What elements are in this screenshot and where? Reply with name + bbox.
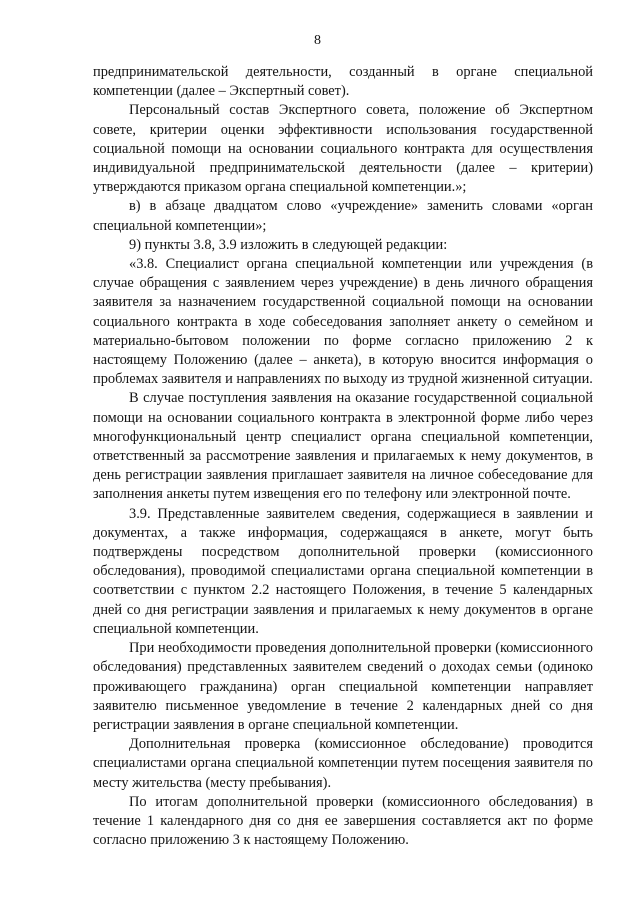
paragraph-electronic-application: В случае поступления заявления на оказание государственной социальной помощи на основании социального контракта в электронной форме либо через многофункциональный центр специалист органа специальной компетенции, ответственный за рассмотрение заявления и прилагаемых к нему документов, в день регистрации заявления приглашает заявителя на личное собеседование для заполнения анкеты путем извещения его по телефону или электронной почте. <box>93 390 593 503</box>
paragraph-clause-3-8: «3.8. Специалист органа специальной компетенции или учреждения (в случае обращения с заявлением через учреждение) в день личного обращения заявителя за назначением государственной социальной помощи на основании социального контракта в ходе собеседования заполняет анкету о семейном и материально-бытовом положении по форме согласно приложению 2 к настоящему Положению (далее – анкета), в которую вносится информация о проблемах заявителя и направлениях по выходу из трудной жизненной ситуации. <box>93 256 593 388</box>
paragraph-home-visit: Дополнительная проверка (комиссионное обследование) проводится специалистами органа специальной компетенции путем посещения заявителя по месту жительства (месту пребывания). <box>93 736 593 791</box>
document-body <box>93 63 593 850</box>
paragraph-continuation: предпринимательской деятельности, созданный в органе специальной компетенции (далее – Экспертный совет). <box>93 64 593 100</box>
paragraph-subitem-v: в) в абзаце двадцатом слово «учреждение» заменить словами «орган специальной компетенции»; <box>93 198 593 234</box>
page-number: 8 <box>314 33 321 48</box>
paragraph-clause-3-9: 3.9. Представленные заявителем сведения, содержащиеся в заявлении и документах, а также информация, содержащаяся в анкете, могут быть подтверждены посредством дополнительной проверки (комиссионного обследования), проводимой специалистами органа специальной компетенции в соответствии с пунктом 2.2 настоящего Положения, в течение 5 календарных дней со дня регистрации заявления и прилагаемых к нему документов в органе специальной компетенции. <box>93 505 593 637</box>
paragraph-inspection-act: По итогам дополнительной проверки (комиссионного обследования) в течение 1 календарного дня со дня ее завершения составляется акт по форме согласно приложению 3 к настоящему Положению. <box>93 793 593 849</box>
paragraph-notification: При необходимости проведения дополнительной проверки (комиссионного обследования) представленных заявителем сведений о доходах семьи (одиноко проживающего гражданина) орган специальной компетенции направляет заявителю письменное уведомление в течение 2 календарных дней со дня регистрации заявления в органе специальной компетенции. <box>93 640 593 733</box>
paragraph-expert-council: Персональный состав Экспертного совета, положение об Экспертном совете, критерии оценки эффективности использования государственной социальной помощи на основании социального контракта для осуществления индивидуальной предпринимательской деятельности (далее – критерии) утверждаются приказом органа специальной компетенции.»; <box>93 102 593 196</box>
paragraph-item-9: 9) пункты 3.8, 3.9 изложить в следующей редакции: <box>129 236 448 253</box>
